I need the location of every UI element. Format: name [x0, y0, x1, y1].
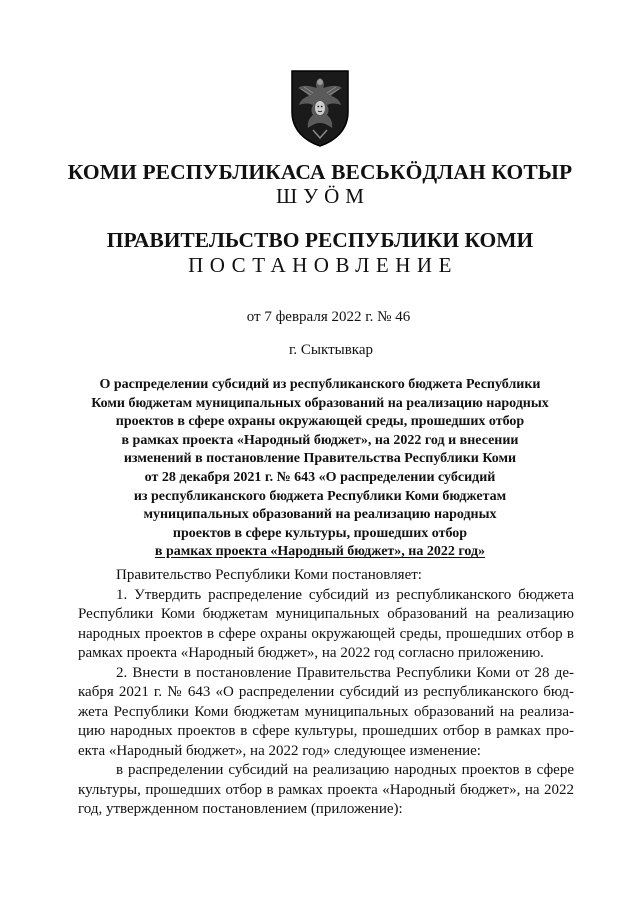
title-line: муниципальных образований на реализацию народных [143, 507, 497, 523]
komi-coat-of-arms-icon [289, 68, 351, 148]
body-line: жета Республики Коми бюджетам муниципальных образований на реализа- [78, 703, 574, 720]
body-line: екта «Народный бюджет», на 2022 год» следующее изменение: [78, 742, 481, 759]
body-line: Правительство Республики Коми постановляет: [116, 567, 422, 583]
body-line: Республики Коми бюджетам муниципальных образований на реализацию [78, 606, 574, 622]
komi-authority-title: КОМИ РЕСПУБЛИКАСА ВЕСЬКÖДЛАН КОТЫР [67, 160, 573, 184]
document-type: ПОСТАНОВЛЕНИЕ [188, 253, 458, 277]
title-line: Коми бюджетам муниципальных образований на реализацию народных [91, 395, 549, 411]
body-line: 2. Внести в постановление Правительства Республики Коми от 28 де- [116, 664, 574, 681]
title-line: от 28 декабря 2021 г. № 643 «О распределении субсидий [144, 469, 496, 485]
title-line: проектов в сфере культуры, прошедших отбор [172, 525, 468, 541]
body-line: народных проектов в сфере охраны окружающей среды, прошедших отбор в [78, 625, 574, 642]
title-line: из республиканского бюджета Республики Коми бюджетам [133, 488, 507, 504]
title-line: в рамках проекта «Народный бюджет», на 2022 год и внесении [121, 432, 519, 448]
title-line-underlined: в рамках проекта «Народный бюджет», на 2022 год» [154, 544, 486, 560]
komi-document-type: ШУÖМ [276, 184, 370, 208]
body-line: кабря 2021 г. № 643 «О распределении субсидий из республиканского бюд- [78, 684, 574, 700]
title-line: О распределении субсидий из республиканского бюджета Республики [99, 377, 541, 392]
body-line: год, утвержденном постановлением (приложение): [78, 801, 403, 817]
body-line: 1. Утвердить распределение субсидий из республиканского бюджета [116, 586, 574, 603]
body-line: культуры, прошедших отбор в рамках проекта «Народный бюджет», на 2022 [78, 781, 574, 798]
document-title [0, 376, 640, 562]
body-line: рамках проекта «Народный бюджет», на 2022 год согласно приложению. [78, 645, 544, 661]
title-line: изменений в постановление Правительства Республики Коми [123, 451, 517, 467]
document-body [78, 566, 574, 820]
date-number: от 7 февраля 2022 г. № 46 [246, 309, 411, 325]
government-title: ПРАВИТЕЛЬСТВО РЕСПУБЛИКИ КОМИ [106, 228, 534, 252]
city: г. Сыктывкар [288, 342, 374, 358]
body-line: в распределении субсидий на реализацию народных проектов в сфере [116, 762, 574, 778]
title-line: проектов в сфере охраны окружающей среды, прошедших отбор [115, 414, 525, 430]
body-line: цию народных проектов в сфере культуры, прошедших отбор в рамках про- [78, 723, 574, 739]
